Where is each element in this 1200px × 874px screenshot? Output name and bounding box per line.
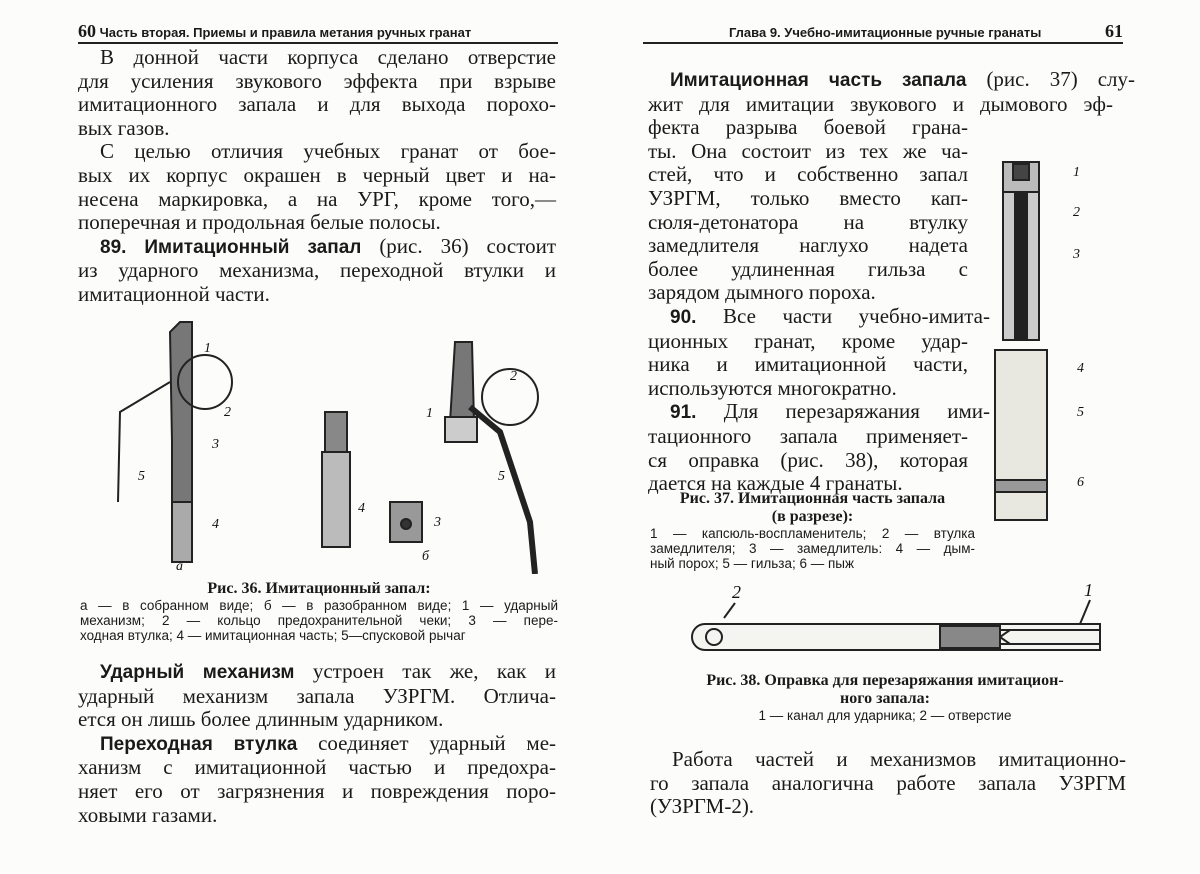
text-line xyxy=(78,804,556,828)
text-line xyxy=(78,780,556,804)
figure-36-caption xyxy=(80,580,558,643)
text-line xyxy=(648,68,1135,93)
text-line xyxy=(78,70,556,94)
text-line-content: Все части учебно-имита- xyxy=(696,303,990,328)
fig36-label: 2 xyxy=(224,405,231,420)
fig36-caption-title: Рис. 36. Имитационный запал: xyxy=(207,580,431,597)
figure-37-drawing xyxy=(985,150,1095,530)
text-line xyxy=(650,795,1126,819)
text-line-content: (УЗРГМ-2). xyxy=(650,794,755,819)
text-line-content: (рис. 36) состоит xyxy=(361,233,557,258)
text-line-content: ханизм с имитационной частью и предохра- xyxy=(78,755,556,780)
text-line xyxy=(78,235,556,260)
text-line xyxy=(648,281,968,305)
text-line-content: фекта разрыва боевой грана- xyxy=(648,115,968,140)
fig37-label: 4 xyxy=(1077,361,1084,376)
text-line xyxy=(648,211,968,235)
text-line xyxy=(78,117,556,141)
text-line-content: няет его от загрязнения и повреждения поро- xyxy=(78,778,556,803)
caption-line: ный порох; 5 — гильза; 6 — пыж xyxy=(650,556,855,571)
text-line-content: вых газов. xyxy=(78,115,170,140)
fig36-label: а xyxy=(176,559,183,574)
fig37-label: 2 xyxy=(1073,205,1080,220)
fig37-label: 1 xyxy=(1073,165,1080,180)
fig36-label: 5 xyxy=(498,469,505,484)
paragraph-lead: 89. Имитационный запал xyxy=(100,236,362,258)
text-line-content: используются многократно. xyxy=(648,375,897,400)
text-line xyxy=(648,93,1113,117)
figure-37-caption xyxy=(650,490,975,571)
left-running-head: Часть вторая. Приемы и правила метания ручных гранат xyxy=(99,25,472,40)
paragraph-lead: 91. xyxy=(670,402,697,424)
paragraph-lead: Переходная втулка xyxy=(100,733,298,755)
text-line-content: Работа частей и механизмов имитационно- xyxy=(672,747,1126,771)
text-line-content: ударный механизм запала УЗРГМ. Отлича- xyxy=(78,683,556,708)
fig38-caption-title-1: Рис. 38. Оправка для перезаряжания имитацион- xyxy=(706,672,1064,689)
text-line xyxy=(78,685,556,709)
paragraph-lead: Имитационная часть запала xyxy=(670,70,967,91)
text-line-content: ся оправка (рис. 38), которая xyxy=(648,447,968,472)
text-line xyxy=(78,140,556,164)
text-line xyxy=(648,377,968,401)
text-line xyxy=(648,163,968,187)
text-line xyxy=(78,732,556,757)
text-line-content: зарядом дымного пороха. xyxy=(648,280,876,305)
left-text-top xyxy=(78,46,556,307)
text-line xyxy=(78,708,556,732)
text-line xyxy=(648,449,968,473)
fig36-label: 1 xyxy=(204,341,211,356)
fig36-label: 3 xyxy=(212,437,219,452)
text-line xyxy=(78,259,556,283)
fig36-label: б xyxy=(422,549,430,564)
text-line xyxy=(648,187,968,211)
text-line xyxy=(78,283,556,307)
text-line-content: имитационной части. xyxy=(78,281,270,306)
text-line-content: сюля-детонатора на втулку xyxy=(648,209,968,234)
right-running-head: Глава 9. Учебно-имитационные ручные гранаты xyxy=(728,25,1042,40)
fig38-label: 2 xyxy=(732,582,741,602)
text-line xyxy=(78,211,556,235)
text-line xyxy=(650,748,1126,772)
text-line xyxy=(648,116,968,140)
text-line-content: ховыми газами. xyxy=(78,802,218,827)
text-line-content: более удлиненная гильза с xyxy=(648,256,968,281)
text-line-content: УЗРГМ, только вместо кап- xyxy=(648,185,968,210)
text-line-content: (рис. 37) слу- xyxy=(966,67,1135,91)
paragraph-lead: Ударный механизм xyxy=(100,662,295,683)
text-line-content: поперечная и продольная белые полосы. xyxy=(78,210,441,235)
fig37-label: 3 xyxy=(1073,247,1080,262)
figure-38-caption xyxy=(650,672,1120,723)
text-line xyxy=(648,140,968,164)
fig37-caption-title-2: (в разрезе): xyxy=(771,508,854,525)
text-line xyxy=(648,258,968,282)
fig36-label: 2 xyxy=(510,369,517,384)
text-line-content: устроен так же, как и xyxy=(294,659,556,683)
caption-line: механизм; 2 — кольцо предохранительной чеки; 3 — пере- xyxy=(80,613,558,628)
caption-line: 1 — канал для ударника; 2 — отверстие xyxy=(758,708,1012,723)
fig38-caption-title-2: ного запала: xyxy=(840,690,930,707)
text-line xyxy=(78,660,556,685)
text-line xyxy=(648,425,968,449)
text-line-content: В донной части корпуса сделано отверстие xyxy=(100,45,556,69)
fig36-label: 4 xyxy=(212,517,219,532)
text-line xyxy=(78,164,556,188)
text-line xyxy=(78,188,556,212)
text-line xyxy=(650,772,1126,796)
fig36-label: 1 xyxy=(426,406,433,421)
text-line-content: замедлителя наглухо надета xyxy=(648,233,968,258)
left-running-header xyxy=(78,20,558,44)
text-line-content: из ударного механизма, переходной втулки и xyxy=(78,258,556,283)
text-line-content: ется он лишь более длинным ударником. xyxy=(78,707,444,732)
fig37-caption-title-1: Рис. 37. Имитационная часть запала xyxy=(679,490,946,507)
right-running-header xyxy=(643,20,1123,44)
text-line xyxy=(648,400,990,425)
text-line-content: ника и имитационной части, xyxy=(648,352,968,377)
text-line-content: ционных гранат, кроме удар- xyxy=(648,328,968,353)
right-text-bottom xyxy=(650,748,1126,819)
text-line xyxy=(78,93,556,117)
fig36-label: 5 xyxy=(138,469,145,484)
caption-line: ходная втулка; 4 — имитационная часть; 5—спусковой рычаг xyxy=(80,628,466,643)
fig37-label: 6 xyxy=(1077,475,1084,490)
text-line-content: стей, что и собственно запал xyxy=(648,162,968,187)
text-line xyxy=(78,756,556,780)
text-line-content: для усиления звукового эффекта при взрыве xyxy=(78,68,556,93)
text-line xyxy=(648,234,968,258)
text-line-content: дается на каждые 4 гранаты. xyxy=(648,471,903,496)
figure-38-drawing xyxy=(680,578,1120,668)
text-line-content: Для перезаряжания ими- xyxy=(696,399,990,424)
caption-line: а — в собранном виде; б — в разобранном виде; 1 — ударный xyxy=(80,598,558,613)
text-line-content: ты. Она состоит из тех же ча- xyxy=(648,138,968,163)
caption-line: замедлителя; 3 — замедлитель: 4 — дым- xyxy=(650,541,975,556)
text-line xyxy=(78,46,556,70)
fig37-label: 5 xyxy=(1077,405,1084,420)
text-line-content: жит для имитации звукового и дымового эф- xyxy=(648,91,1113,116)
figure-36-drawing xyxy=(100,312,560,574)
left-page-number: 60 xyxy=(78,21,96,41)
text-line-content: имитационного запала и для выхода порохо- xyxy=(78,92,556,117)
right-page-number: 61 xyxy=(1105,21,1123,41)
text-line xyxy=(648,330,968,354)
text-line-content: тационного запала применяет- xyxy=(648,423,968,448)
text-line-content: го запала аналогична работе запала УЗРГМ xyxy=(650,770,1126,795)
fig36-label: 4 xyxy=(358,501,365,516)
caption-line: 1 — капсюль-воспламенитель; 2 — втулка xyxy=(650,526,975,541)
text-line-content: соединяет ударный ме- xyxy=(297,730,557,755)
left-text-bottom xyxy=(78,660,556,827)
text-line-content: С целью отличия учебных гранат от бое- xyxy=(100,139,556,164)
fig38-label: 1 xyxy=(1084,580,1093,600)
text-line xyxy=(648,353,968,377)
text-line-content: вых их корпус окрашен в черный цвет и на- xyxy=(78,162,556,187)
paragraph-lead: 90. xyxy=(670,306,697,328)
fig36-label: 3 xyxy=(434,515,441,530)
text-line-content: несена маркировка, а на УРГ, кроме того,— xyxy=(78,186,556,211)
text-line xyxy=(648,305,990,330)
